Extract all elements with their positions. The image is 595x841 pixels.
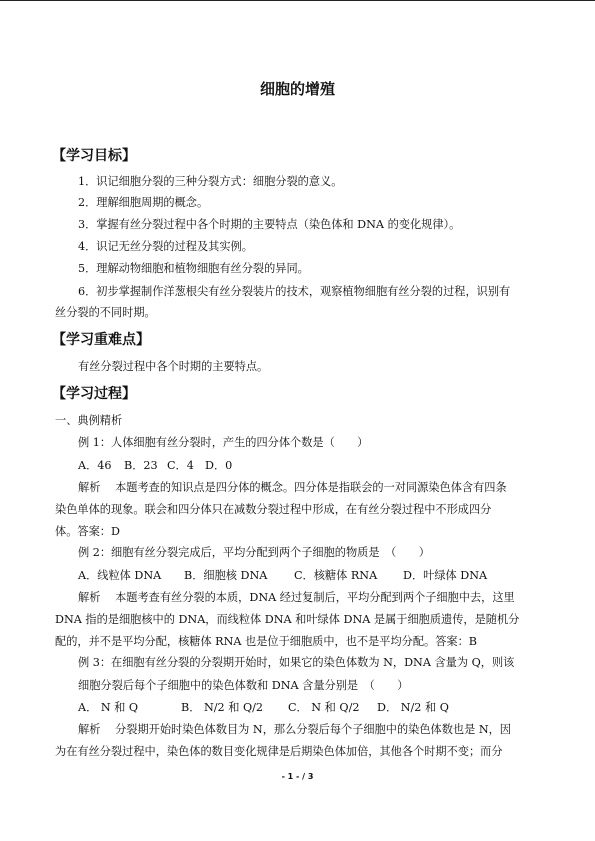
objective-item-6: 6．初步掌握制作洋葱根尖有丝分裂装片的技术，观察植物细胞有丝分裂的过程，识别有 xyxy=(78,285,511,298)
section-heading-key-points: 【学习重难点】 xyxy=(52,332,150,348)
option-b: B．23 xyxy=(124,459,158,472)
option-b: B． N/2 和 Q/2 xyxy=(181,701,263,714)
example-3-question-line-2: 细胞分裂后每个子细胞中的染色体数和 DNA 含量分别是 （ ） xyxy=(78,679,409,692)
option-a: A．46 xyxy=(78,459,112,472)
example-3-analysis-line-1: 解析 分裂期开始时染色体数目为 N，那么分裂后每个子细胞中的染色体数也是 N，因 xyxy=(78,723,511,736)
example-1-options xyxy=(78,459,232,473)
option-a: A． N 和 Q xyxy=(78,701,139,714)
option-d: D．0 xyxy=(205,459,233,472)
objective-item-6-continued: 丝分裂的不同时期。 xyxy=(55,306,156,319)
example-1-question: 例 1：人体细胞有丝分裂时，产生的四分体个数是（ ） xyxy=(78,436,369,449)
subsection-heading: 一、典例精析 xyxy=(55,414,123,427)
objective-item-1: 1．识记细胞分裂的三种分裂方式：细胞分裂的意义。 xyxy=(78,175,343,188)
example-3-analysis-line-2: 为在有丝分裂过程中，染色体的数目变化规律是后期染色体加倍，其他各个时期不变；而分 xyxy=(55,745,503,758)
example-1-analysis-line-2: 染色单体的现象。联会和四分体只在减数分裂过程中形成，在有丝分裂过程中不形成四分 xyxy=(55,503,492,516)
example-2-analysis-line-3: 配的，并不是平均分配，核糖体 RNA 也是位于细胞质中，也不是平均分配。答案：B xyxy=(55,635,478,648)
option-a: A．线粒体 DNA xyxy=(78,569,162,582)
example-2-options xyxy=(78,569,487,583)
objective-item-3: 3．掌握有丝分裂过程中各个时期的主要特点（染色体和 DNA 的变化规律）。 xyxy=(78,218,461,231)
option-c: C．4 xyxy=(167,459,194,472)
section-heading-objectives: 【学习目标】 xyxy=(52,148,136,164)
option-c: C．核糖体 RNA xyxy=(294,569,378,582)
example-3-question-line-1: 例 3：在细胞有丝分裂的分裂期开始时，如果它的染色体数为 N，DNA 含量为 Q，则该 xyxy=(78,656,515,669)
example-2-analysis-line-2: DNA 指的是细胞核中的 DNA，而线粒体 DNA 和叶绿体 DNA 是属于细胞质遗传，是随机分 xyxy=(55,613,520,626)
example-1-analysis-line-3: 体。答案：D xyxy=(55,525,120,538)
page-number: - 1 - / 3 xyxy=(281,772,314,781)
objective-item-2: 2．理解细胞周期的概念。 xyxy=(78,196,209,209)
key-points-text: 有丝分裂过程中各个时期的主要特点。 xyxy=(78,360,269,373)
example-2-question: 例 2：细胞有丝分裂完成后，平均分配到两个子细胞的物质是 （ ） xyxy=(78,546,430,559)
option-d: D． N/2 和 Q xyxy=(377,701,449,714)
objective-item-5: 5．理解动物细胞和植物细胞有丝分裂的异同。 xyxy=(78,262,309,275)
top-border-line xyxy=(0,0,595,1)
objective-item-4: 4．识记无丝分裂的过程及其实例。 xyxy=(78,240,253,253)
option-b: B．细胞核 DNA xyxy=(184,569,268,582)
example-1-analysis-line-1: 解析 本题考查的知识点是四分体的概念。四分体是指联会的一对同源染色体含有四条 xyxy=(78,481,507,494)
page-title: 细胞的增殖 xyxy=(259,80,335,98)
section-heading-process: 【学习过程】 xyxy=(52,386,136,402)
example-3-options xyxy=(78,701,449,715)
example-2-analysis-line-1: 解析 本题考查有丝分裂的本质，DNA 经过复制后，平均分配到两个子细胞中去，这里 xyxy=(78,591,515,604)
option-d: D．叶绿体 DNA xyxy=(403,569,488,582)
option-c: C． N 和 Q/2 xyxy=(288,701,360,714)
